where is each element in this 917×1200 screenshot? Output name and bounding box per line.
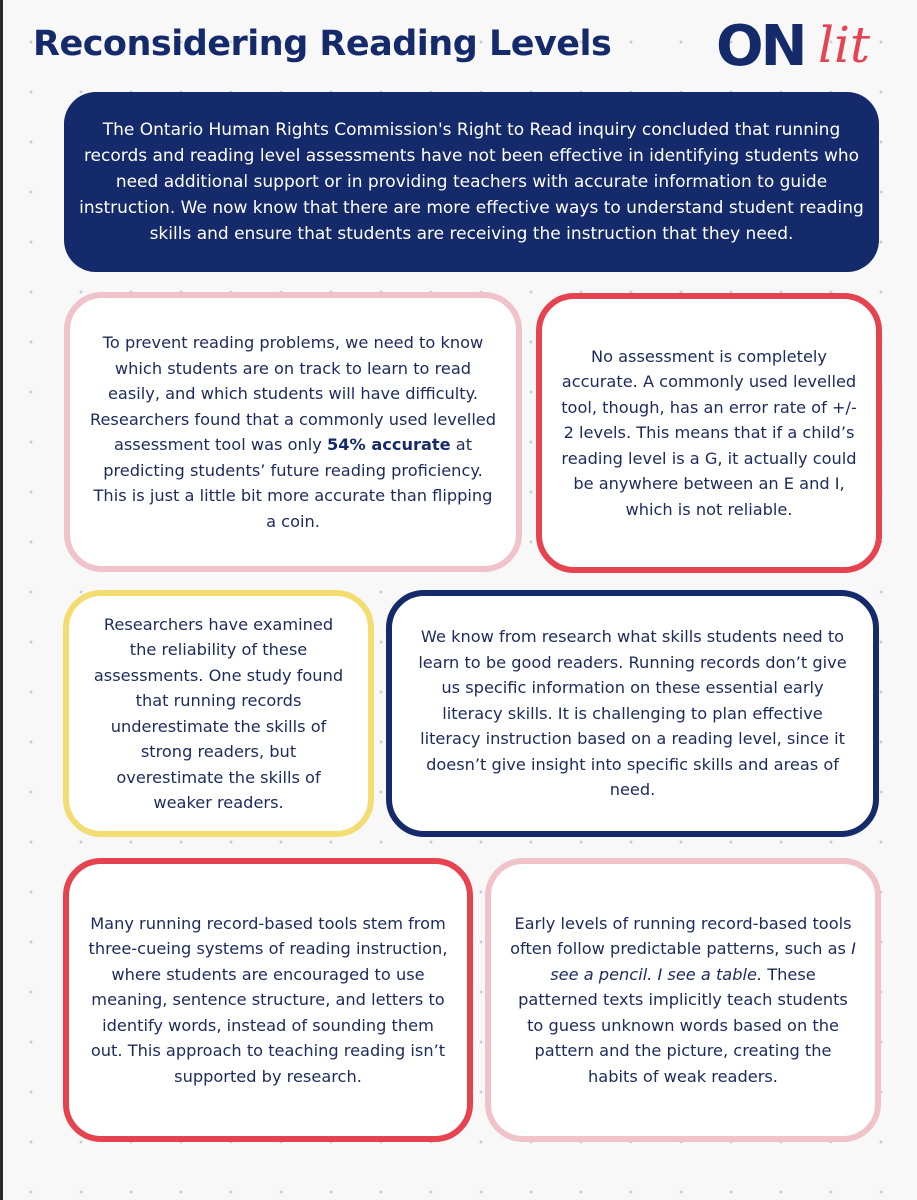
card-predicting-text [88,330,498,534]
card-patterns-text-after: These patterned texts implicitly teach students to guess unknown words based on the pattern and the picture, creating the habits of weak readers. [518,964,848,1086]
card-error-rate-text: No assessment is completely accurate. A commonly used levelled tool, though, has an error rate of +/- 2 levels. This means that if a child’s reading level is a G, it actually could be anywhere between an E and I, which is not reliable. [561,346,857,519]
card-reliability [63,590,374,837]
card-error-rate [536,293,882,573]
intro-text: The Ontario Human Rights Commission's Right to Read inquiry concluded that running records and reading level assessments have not been effective in identifying students who need additional support or in providing teachers with accurate information to guide instruction. We now know that there are more effective ways to understand student reading skills and ensure that students are receiving the instruction that they need. [79,120,864,244]
card-literacy-skills [386,590,879,837]
card-three-cueing [63,858,473,1142]
card-predicting-text-before: To prevent reading problems, we need to know which students are on track to learn to read easily, and which students will have difficulty. Researchers found that a commonly used levelled assessment tool was only [89,333,497,454]
logo-lit-text: lit [818,16,871,74]
card-patterns-text-before: Early levels of running record-based tools often follow predictable patterns, such as [510,913,852,959]
card-patterns-text [509,911,857,1090]
frame-edge [0,0,3,1200]
page-title: Reconsidering Reading Levels [33,24,612,64]
card-three-cueing-text: Many running record-based tools stem from three-cueing systems of reading instruction, where students are encouraged to use meaning, sentence structure, and letters to identify words, instead of sounding them out. This approach to teaching reading isn’t supported by research. [88,913,448,1086]
card-predicting-text-after: at predicting students’ future reading proficiency. This is just a little bit more accurate than flipping a coin. [93,435,493,531]
logo-on-text: ON [716,14,805,79]
card-predicting-proficiency [64,292,522,572]
card-literacy-skills-text: We know from research what skills students need to learn to be good readers. Running records don’t give us specific information on these essential early literacy skills. It is challenging to plan effective literacy instruction based on a reading level, since it doesn’t give insight into specific skills and areas of need. [418,627,847,800]
accuracy-highlight: 54% accurate [326,435,451,454]
onlit-logo [716,14,896,84]
card-predictable-patterns [485,858,881,1142]
intro-banner [64,92,879,272]
card-reliability-text: Researchers have examined the reliability of these assessments. One study found that running records underestimate the skills of strong readers, but overestimate the skills of weaker readers. [93,614,344,812]
pattern-example: I see a pencil. I see a table. [550,939,856,984]
